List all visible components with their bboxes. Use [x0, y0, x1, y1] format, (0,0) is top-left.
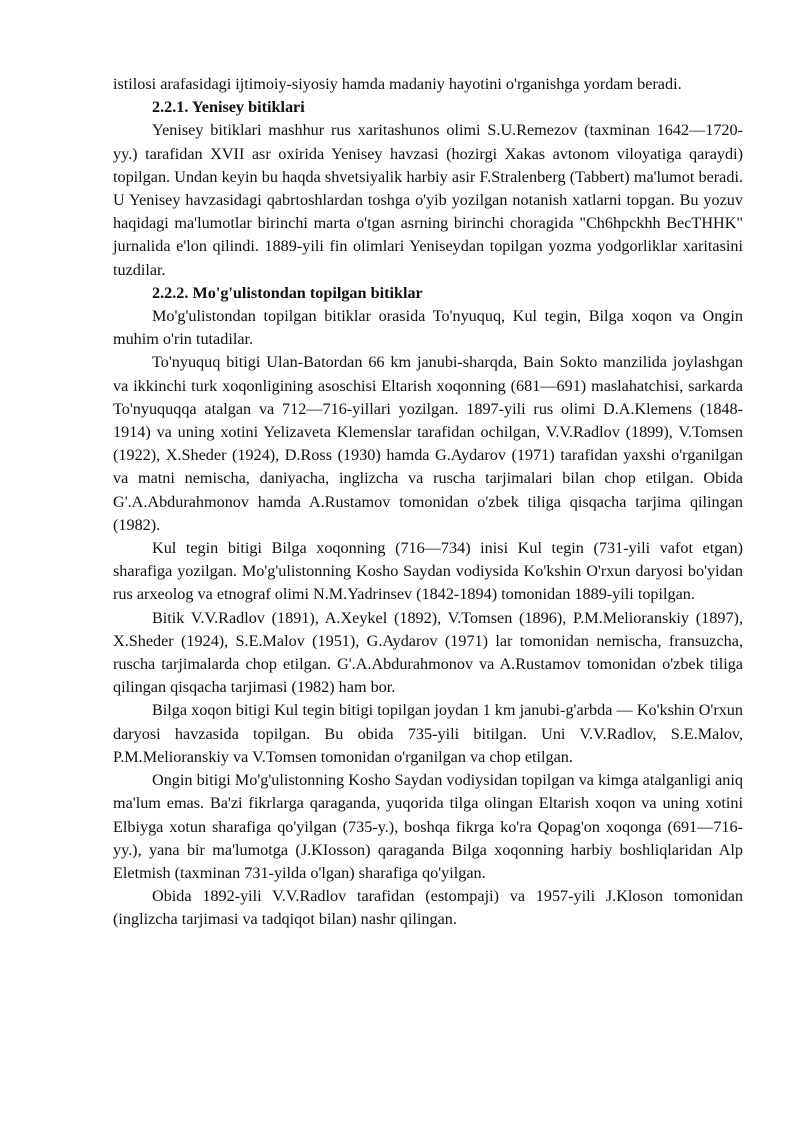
paragraph-kul-tegin-editions: Bitik V.V.Radlov (1891), A.Xeykel (1892), V.Tomsen (1896), P.M.Melioranskiy (1897), X.Sheder (1924), S.E.Malov (1951), G.Aydarov (1971) lar tomonidan nemischa, fransuzcha, ruscha tarjimalarda chop etilgan. G'.A.Abdurahmonov va A.Rustamov tomonidan o'zbek tiliga qilingan qisqacha tarjimasi (1982) ham bor. — [113, 608, 743, 697]
paragraph-intro-continuation: istilosi arafasidagi ijtimoiy-siyosiy hamda madaniy hayotini o'rganishga yordam beradi. — [113, 75, 682, 93]
section-heading-yenisey: 2.2.1. Yenisey bitiklari — [152, 98, 305, 117]
section-heading-mongolia: 2.2.2. Mo'g'ulistondan topilgan bitiklar — [152, 283, 423, 302]
paragraph-bilga-xoqon: Bilga xoqon bitigi Kul tegin bitigi topilgan joydan 1 km janubi-g'arbda — Ko'kshin O'rxun daryosi havzasida topilgan. Bu obida 735-yili bitilgan. Uni V.V.Radlov, S.E.Malov, P.M.Melioranskiy va V.Tomsen tomonidan o'rganilgan va chop etilgan. — [113, 701, 743, 766]
paragraph-ongin-edition: Obida 1892-yili V.V.Radlov tarafidan (estompaji) va 1957-yili J.Kloson tomonidan (inglizcha tarjimasi va tadqiqot bilan) nashr qilingan. — [113, 887, 743, 929]
paragraph-kul-tegin: Kul tegin bitigi Bilga xoqonning (716—734) inisi Kul tegin (731-yili vafot etgan) sharafiga yozilgan. Mo'g'ulistonning Kosho Saydan vodiysida Ko'kshin O'rxun daryosi bo'yidan rus arxeolog va etnograf olimi N.M.Yadrinsev (1842-1894) tomonidan 1889-yili topilgan. — [113, 539, 743, 604]
paragraph-tonyuquq: To'nyuquq bitigi Ulan-Batordan 66 km janubi-sharqda, Bain Sokto manzilida joylashgan va ikkinchi turk xoqonligining asoschisi Eltarish xoqonning (681—691) maslahatchisi, sarkarda To'nyuquqqa atalgan va 712—716-yillari yozilgan. 1897-yili rus olimi D.A.Klemens (1848-1914) va uning xotini Yelizaveta Klemenslar tarafidan ochilgan, V.V.Radlov (1899), V.Tomsen (1922), X.Sheder (1924), D.Ross (1930) hamda G.Aydarov (1971) tarafidan yaxshi o'rganilgan va matni nemischa, daniyacha, inglizcha va ruscha tarjimalari bilan chop etilgan. Obida G'.A.Abdurahmonov hamda A.Rustamov tomonidan o'zbek tiliga qisqacha tarjima qilingan (1982). — [113, 353, 743, 534]
paragraph-ongin: Ongin bitigi Mo'g'ulistonning Kosho Saydan vodiysidan topilgan va kimga atalganligi aniq ma'lum emas. Ba'zi fikrlarga qaraganda, yuqorida tilga olingan Eltarish xoqon va uning xotini Elbiyga xotun sharafiga qo'yilgan (735-y.), boshqa fikrga ko'ra Qopag'on xoqonga (691—716-yy.), yana bir ma'lumotga (J.KIosson) qaraganda Bilga xoqonning harbiy boshliqlaridan Alp Eletmish (taxminan 731-yilda o'lgan) sharafiga qo'yilgan. — [113, 771, 743, 882]
document-page — [113, 73, 743, 932]
paragraph-yenisey: Yenisey bitiklari mashhur rus xaritashunos olimi S.U.Remezov (taxminan 1642—1720-yy.) tarafidan XVII asr oxirida Yenisey havzasi (hozirgi Xakas avtonom viloyatiga qaraydi) topilgan. Undan keyin bu haqda shvetsiyalik harbiy asir F.Stralenberg (Tabbert) ma'lumot beradi. U Yenisey havzasidagi qabrtoshlardan toshga o'yib yozilgan notanish xatlarni topgan. Bu yozuv haqidagi ma'lumotlar birinchi marta o'tgan asrning birinchi choragida "Ch6hpckhh BecTHHK" jurnalida e'lon qilindi. 1889-yili fin olimlari Yeniseydan topilgan yozma yodgorliklar xaritasini tuzdilar. — [113, 121, 743, 279]
paragraph-mongolia-intro: Mo'g'ulistondan topilgan bitiklar orasida To'nyuquq, Kul tegin, Bilga xoqon va Ongin muhim o'rin tutadilar. — [113, 307, 743, 349]
